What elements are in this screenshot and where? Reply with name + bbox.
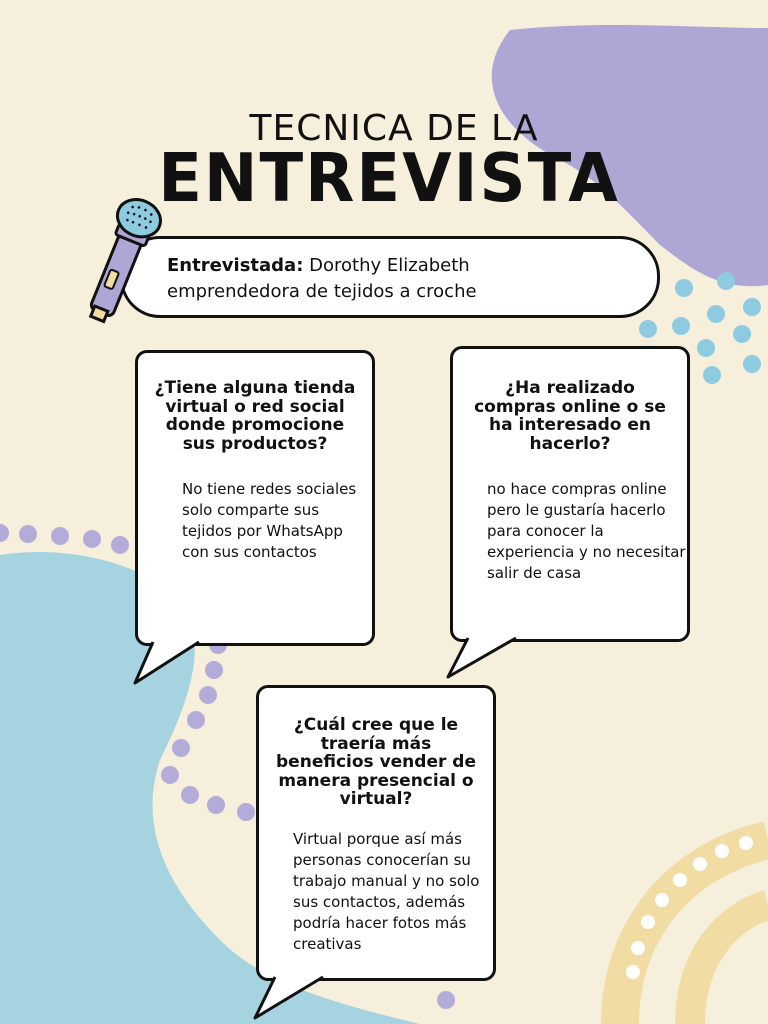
question-bubble-2 xyxy=(450,346,690,642)
title-line-2: ENTREVISTA xyxy=(158,140,620,218)
answer-1: No tiene redes sociales solo comparte sus tejidos por WhatsApp con sus contactos xyxy=(182,480,357,561)
question-3: ¿Cuál cree que le traería más beneficios vender de manera presencial o virtual? xyxy=(276,715,476,809)
question-bubble-3 xyxy=(256,685,496,981)
title-line-1: TECNICA DE LA xyxy=(249,108,539,149)
question-2: ¿Ha realizado compras online o se ha interesado en hacerlo? xyxy=(474,378,666,454)
interviewee-label: Entrevistada: xyxy=(167,255,304,276)
bubble-tail-3 xyxy=(253,975,327,1021)
bubble-tail-2 xyxy=(446,636,520,680)
interviewee-name: Dorothy Elizabeth xyxy=(309,255,470,276)
question-1: ¿Tiene alguna tienda virtual o red social donde promocione sus productos? xyxy=(154,378,356,454)
question-bubble-1 xyxy=(135,350,375,646)
interviewee-line xyxy=(167,253,657,279)
interviewee-description: emprendedora de tejidos a croche xyxy=(167,281,477,302)
microphone-icon xyxy=(80,196,170,330)
interviewee-card xyxy=(120,236,660,318)
answer-2: no hace compras online pero le gustaría hacerlo para conocer la experiencia y no necesitar salir de casa xyxy=(487,480,686,582)
bubble-tail-1 xyxy=(133,640,203,686)
answer-3: Virtual porque así más personas conocerían su trabajo manual y no solo sus contactos, además podría hacer fotos más creativas xyxy=(293,829,480,953)
